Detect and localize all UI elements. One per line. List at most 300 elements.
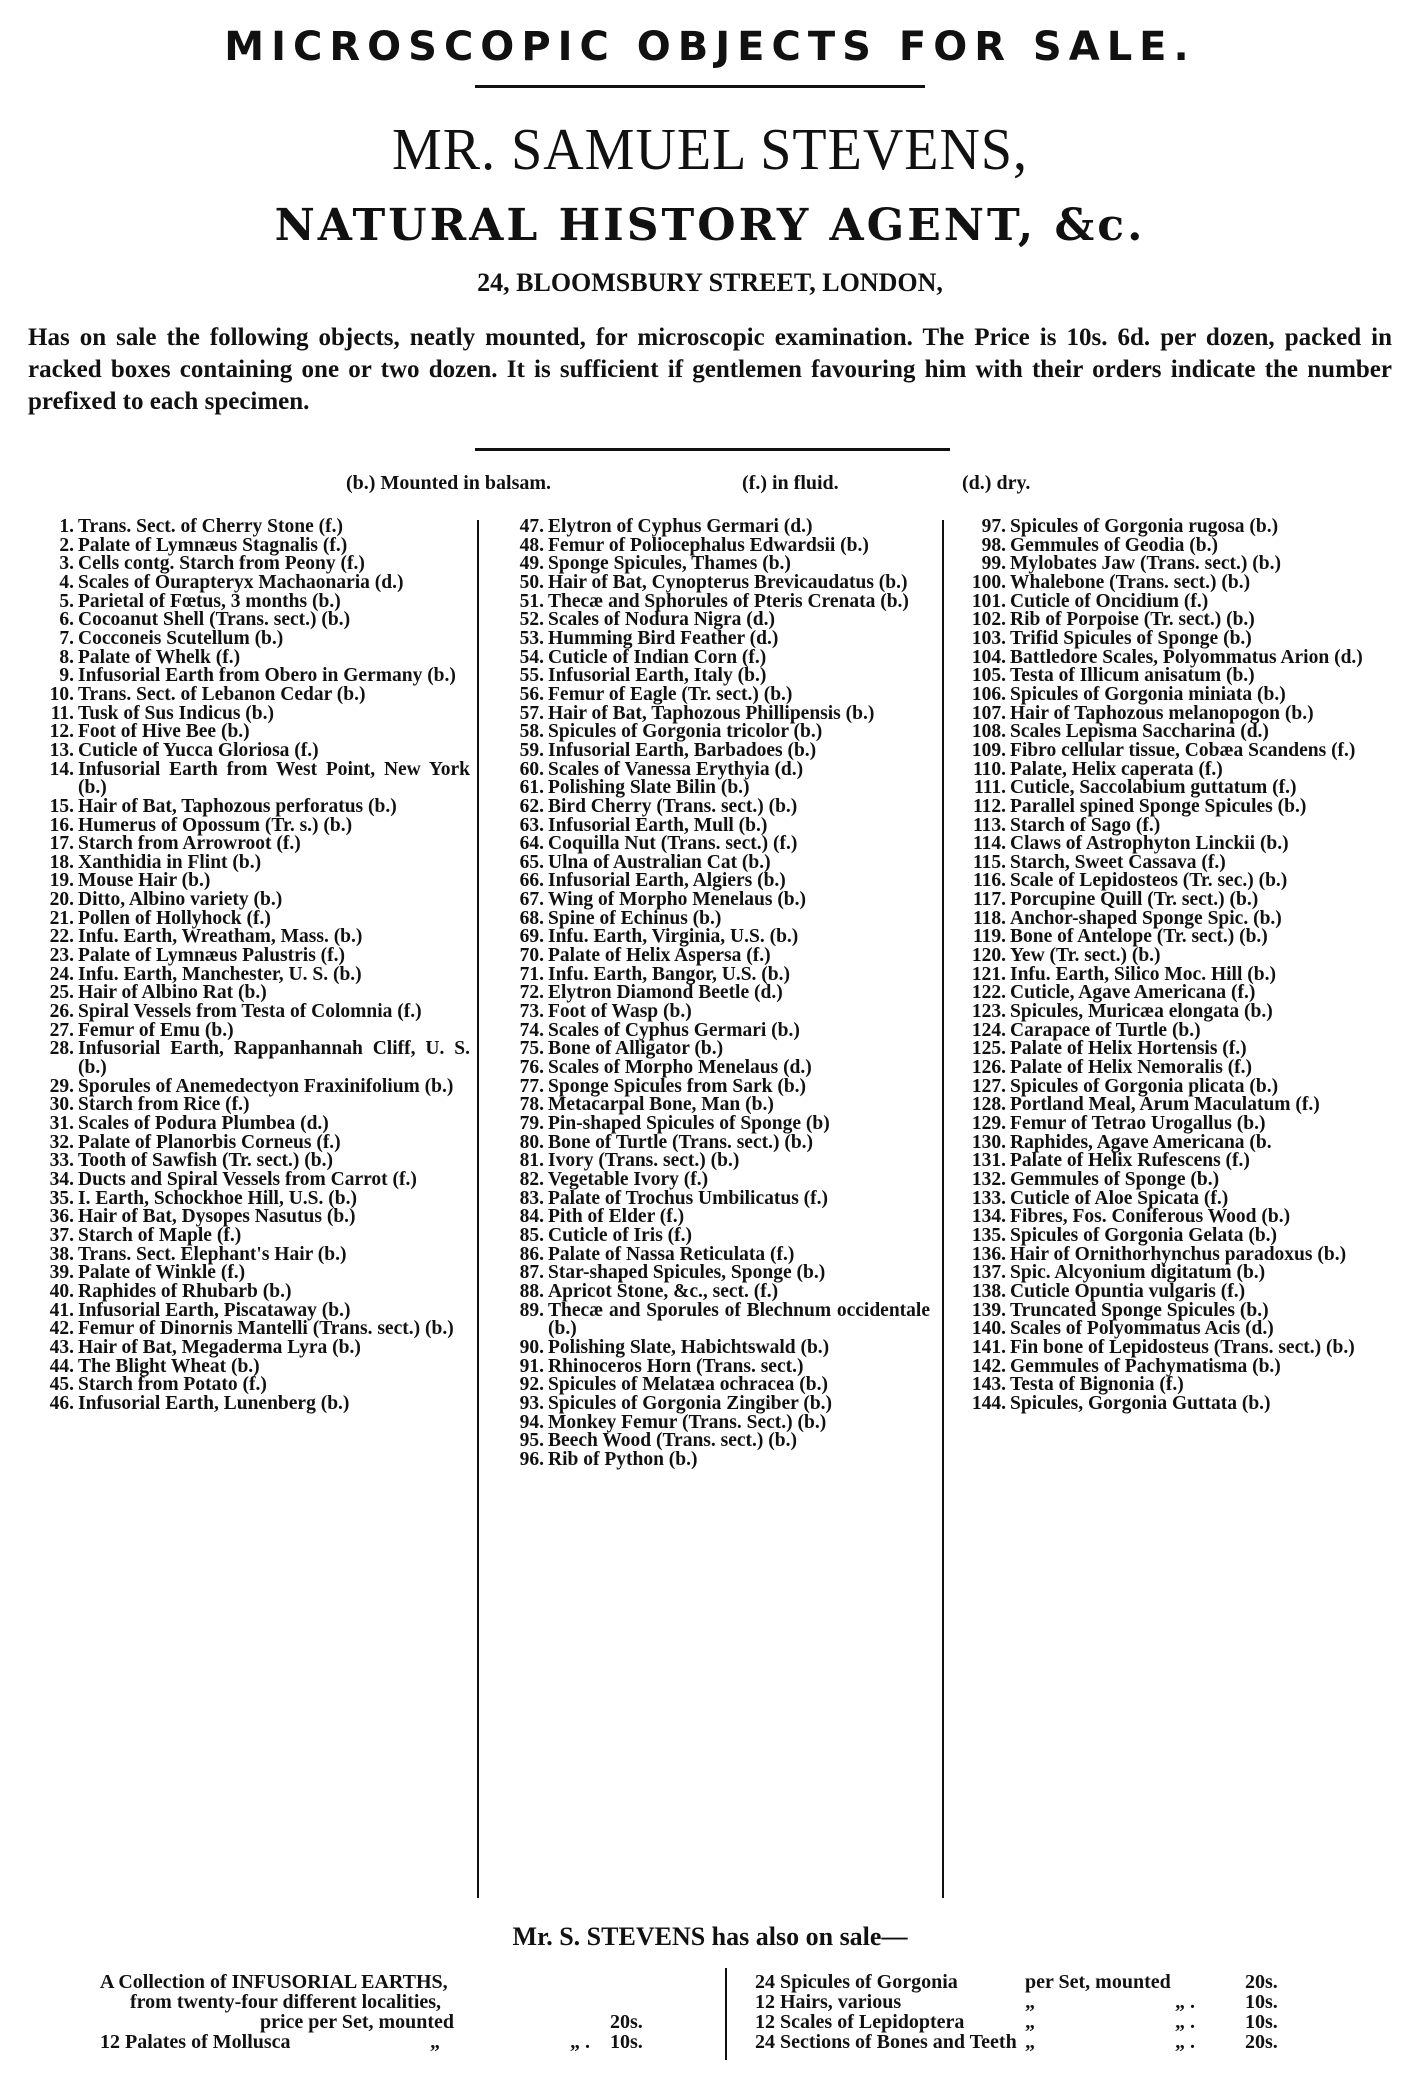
specimen-entry [500, 739, 930, 761]
specimen-entry [962, 683, 1402, 705]
specimen-name: Cuticle of Indian Corn (f.) [548, 646, 767, 668]
specimen-number: 130. [971, 1131, 1006, 1153]
specimen-name: Scale of Lepidosteos (Tr. sec.) (b.) [1010, 870, 1288, 892]
specimen-number: 98. [981, 534, 1006, 556]
specimen-entry [500, 795, 930, 817]
specimen-number: 25. [49, 982, 74, 1004]
specimen-entry [500, 683, 930, 705]
specimen-entry [962, 1392, 1402, 1414]
specimen-number: 74. [519, 1019, 544, 1041]
specimen-entry [30, 1392, 470, 1414]
specimen-number: 85. [519, 1224, 544, 1246]
specimen-entry [30, 518, 470, 537]
specimen-number: 24. [49, 963, 74, 985]
specimen-name: Trans. Sect. Elephant's Hair (b.) [78, 1243, 347, 1265]
specimen-name: Battledore Scales, Polyommatus Arion (d.) [1010, 646, 1363, 668]
specimen-number: 83. [519, 1187, 544, 1209]
specimen-name: Scales of Polyommatus Acis (d.) [1010, 1318, 1274, 1340]
specimen-number: 99. [981, 553, 1006, 575]
specimen-number: 123. [971, 1001, 1006, 1023]
specimen-name: Spicules of Gorgonia plicata (b.) [1010, 1075, 1279, 1097]
specimen-number: 60. [519, 758, 544, 780]
specimen-name: Infusorial Earth from Obero in Germany (b.) [78, 665, 456, 687]
specimen-number: 127. [971, 1075, 1006, 1097]
specimen-number: 115. [972, 851, 1006, 873]
specimen-name: Polishing Slate, Habichtswald (b.) [548, 1336, 830, 1358]
specimen-entry [500, 1115, 930, 1134]
specimen-number: 64. [519, 833, 544, 855]
specimen-entry [30, 571, 470, 593]
sale-mount: „ . [1175, 2011, 1195, 2033]
sale-price: 20s. [610, 2011, 643, 2033]
specimen-entry [962, 1336, 1402, 1358]
specimen-name: Scales of Morpho Menelaus (d.) [548, 1057, 812, 1079]
sale-item: 12 Scales of Lepidoptera [755, 2011, 965, 2033]
specimen-name: Bone of Alligator (b.) [548, 1038, 724, 1060]
specimen-number: 44. [49, 1355, 74, 1377]
specimen-number: 32. [49, 1131, 74, 1153]
specimen-name: Cocconeis Scutellum (b.) [78, 627, 284, 649]
specimen-name: Sponge Spicules, Thames (b.) [548, 553, 791, 575]
specimen-number: 6. [59, 609, 74, 631]
specimen-name: Ulna of Australian Cat (b.) [548, 851, 771, 873]
specimen-entry [962, 518, 1402, 537]
specimen-name: Hair of Bat, Megaderma Lyra (b.) [78, 1336, 361, 1358]
specimen-number: 124. [971, 1019, 1006, 1041]
specimen-name: Cuticle of Oncidium (f.) [1010, 590, 1209, 612]
specimen-column-1 [30, 518, 470, 1414]
specimen-name: Palate of Whelk (f.) [78, 646, 241, 668]
specimen-name: Spicules of Gorgonia Zingiber (b.) [548, 1392, 833, 1414]
specimen-number: 33. [49, 1150, 74, 1172]
specimen-number: 101. [971, 590, 1006, 612]
also-on-sale-heading: Mr. S. STEVENS has also on sale— [512, 1922, 908, 1951]
sale-item: 12 Hairs, various [755, 1991, 902, 2013]
specimen-number: 82. [519, 1168, 544, 1190]
specimen-name: Starch of Maple (f.) [78, 1224, 242, 1246]
specimen-name: Foot of Wasp (b.) [548, 1001, 692, 1023]
sale-item: price per Set, mounted [260, 2011, 455, 2033]
specimen-entry [30, 1040, 470, 1077]
specimen-number: 78. [519, 1094, 544, 1116]
specimen-number: 141. [971, 1336, 1006, 1358]
specimen-name: Vegetable Ivory (f.) [548, 1168, 709, 1190]
specimen-entry [500, 518, 930, 537]
sale-item: A Collection of INFUSORIAL EARTHS, [100, 1971, 448, 1993]
specimen-entry [30, 891, 470, 910]
specimen-name: Spicules of Gorgonia tricolor (b.) [548, 721, 823, 743]
specimen-name: Pin-shaped Spicules of Sponge (b) [548, 1113, 830, 1134]
specimen-number: 143. [971, 1374, 1006, 1396]
specimen-name: Bone of Turtle (Trans. sect.) (b.) [548, 1131, 814, 1153]
specimen-name: Thecæ and Sphorules of Pteris Crenata (b.) [548, 590, 909, 612]
specimen-name: Cuticle of Iris (f.) [548, 1224, 693, 1246]
specimen-number: 4. [59, 571, 74, 593]
specimen-number: 38. [49, 1243, 74, 1265]
specimen-name: Infu. Earth, Virginia, U.S. (b.) [548, 926, 799, 948]
specimen-entry [500, 1432, 930, 1451]
specimen-number: 91. [519, 1355, 544, 1377]
specimen-entry [30, 795, 470, 817]
specimen-number: 3. [59, 553, 74, 575]
specimen-name: Wing of Morpho Menelaus (b.) [548, 889, 807, 911]
sale-price: 20s. [1245, 1971, 1278, 1993]
specimen-number: 45. [49, 1374, 74, 1396]
specimen-entry [500, 1299, 930, 1340]
specimen-column-3 [962, 518, 1402, 1414]
specimen-name: Star-shaped Spicules, Sponge (b.) [548, 1262, 826, 1284]
specimen-number: 62. [519, 795, 544, 817]
specimen-number: 11. [50, 702, 74, 724]
specimen-number: 126. [971, 1057, 1006, 1079]
specimen-number: 103. [971, 627, 1006, 649]
specimen-name: Trans. Sect. of Lebanon Cedar (b.) [78, 683, 366, 705]
specimen-name: Raphides, Agave Americana (b. [1010, 1131, 1272, 1153]
specimen-entry [962, 1003, 1402, 1022]
specimen-entry [500, 1168, 930, 1190]
specimen-number: 66. [519, 870, 544, 892]
specimen-name: Sponge Spicules from Sark (b.) [548, 1075, 807, 1097]
sale-unit: „ [1025, 1991, 1035, 2013]
specimen-number: 47. [519, 516, 544, 537]
specimen-number: 125. [971, 1038, 1006, 1060]
sale-item: 24 Spicules of Gorgonia [755, 1971, 958, 1993]
specimen-number: 50. [519, 571, 544, 593]
specimen-name: Femur of Emu (b.) [78, 1019, 234, 1041]
sale-mount: „ . [1175, 2031, 1195, 2053]
specimen-number: 105. [971, 665, 1006, 687]
specimen-number: 58. [519, 721, 544, 743]
specimen-name: Bone of Antelope (Tr. sect.) (b.) [1010, 926, 1268, 948]
specimen-entry [30, 627, 470, 649]
seller-name: MR. SAMUEL STEVENS, [391, 117, 1029, 183]
also-on-sale-right [755, 1972, 1335, 2052]
divider-rule [475, 448, 950, 451]
specimen-number: 29. [49, 1075, 74, 1097]
specimen-number: 79. [519, 1113, 544, 1134]
specimen-number: 43. [49, 1336, 74, 1358]
specimen-name: Thecæ and Sporules of Blechnum occidentale (b.) [548, 1299, 930, 1340]
specimen-name: Gemmules of Pachymatisma (b.) [1010, 1355, 1281, 1377]
specimen-number: 119. [972, 926, 1006, 948]
specimen-entry [500, 1280, 930, 1302]
specimen-name: Infusorial Earth, Algiers (b.) [548, 870, 786, 892]
specimen-entry [500, 1448, 930, 1470]
specimen-entry [30, 1224, 470, 1246]
specimen-name: Palate of Lymnæus Palustris (f.) [78, 945, 346, 967]
specimen-name: Tooth of Sawfish (Tr. sect.) (b.) [78, 1150, 333, 1172]
specimen-number: 9. [59, 665, 74, 687]
specimen-name: Yew (Tr. sect.) (b.) [1010, 945, 1161, 967]
specimen-name: Testa of Bignonia (f.) [1010, 1374, 1184, 1396]
specimen-number: 135. [971, 1224, 1006, 1246]
specimen-name: Palate of Helix Aspersa (f.) [548, 945, 771, 967]
specimen-name: Gemmules of Geodia (b.) [1010, 534, 1218, 556]
specimen-number: 104. [971, 646, 1006, 668]
specimen-entry [30, 1115, 470, 1134]
specimen-number: 93. [519, 1392, 544, 1414]
specimen-number: 73. [519, 1001, 544, 1023]
sale-row [755, 1992, 1335, 2012]
specimen-name: Bird Cherry (Trans. sect.) (b.) [548, 795, 798, 817]
specimen-entry [962, 795, 1402, 817]
sale-row [100, 1972, 680, 1992]
specimen-entry [30, 1003, 470, 1022]
specimen-number: 84. [519, 1206, 544, 1228]
legend-dry: (d.) dry. [962, 472, 1031, 494]
specimen-number: 22. [49, 926, 74, 948]
specimen-entry [30, 1336, 470, 1358]
specimen-name: Cuticle Opuntia vulgaris (f.) [1010, 1280, 1246, 1302]
specimen-name: Spine of Echinus (b.) [548, 907, 722, 929]
specimen-name: Rib of Porpoise (Tr. sect.) (b.) [1010, 609, 1255, 631]
specimen-name: Pith of Elder (f.) [548, 1206, 685, 1228]
specimen-name: Spiral Vessels from Testa of Colomnia (f.) [78, 1001, 422, 1023]
specimen-number: 116. [972, 870, 1006, 892]
specimen-number: 69. [519, 926, 544, 948]
specimen-entry [500, 1059, 930, 1078]
specimen-number: 72. [519, 982, 544, 1004]
specimen-number: 77. [519, 1075, 544, 1097]
specimen-number: 89. [519, 1299, 544, 1321]
specimen-name: Fin bone of Lepidosteus (Trans. sect.) (b.) [1010, 1336, 1355, 1358]
specimen-name: Trifid Spicules of Sponge (b.) [1010, 627, 1252, 649]
specimen-name: Anchor-shaped Sponge Spic. (b.) [1010, 907, 1282, 929]
specimen-number: 34. [49, 1168, 74, 1190]
specimen-number: 133. [971, 1187, 1006, 1209]
specimen-number: 122. [971, 982, 1006, 1004]
seller-role: NATURAL HISTORY AGENT, &c. [274, 200, 1146, 251]
specimen-number: 53. [519, 627, 544, 649]
specimen-number: 129. [971, 1113, 1006, 1134]
advert-title: MICROSCOPIC OBJECTS FOR SALE. [224, 24, 1196, 70]
specimen-name: Parallel spined Sponge Spicules (b.) [1010, 795, 1307, 817]
specimen-name: Hair of Bat, Cynopterus Brevicaudatus (b.) [548, 571, 908, 593]
specimen-entry [30, 947, 470, 966]
specimen-number: 142. [971, 1355, 1006, 1377]
sale-mount: „ . [1175, 1991, 1195, 2013]
specimen-number: 19. [49, 870, 74, 892]
specimen-entry [500, 1003, 930, 1022]
specimen-name: Infusorial Earth, Barbadoes (b.) [548, 739, 817, 761]
sale-price: 20s. [1245, 2031, 1278, 2053]
specimen-number: 21. [49, 907, 74, 929]
specimen-name: Portland Meal, Arum Maculatum (f.) [1010, 1094, 1320, 1116]
specimen-name: Spic. Alcyonium digitatum (b.) [1010, 1262, 1266, 1284]
specimen-name: I. Earth, Schockhoe Hill, U.S. (b.) [78, 1187, 357, 1209]
specimen-number: 56. [519, 683, 544, 705]
specimen-number: 139. [971, 1299, 1006, 1321]
specimen-number: 137. [971, 1262, 1006, 1284]
specimen-entry [962, 1059, 1402, 1078]
specimen-name: Fibres, Fos. Coniferous Wood (b.) [1010, 1206, 1291, 1228]
sale-row [755, 1972, 1335, 1992]
specimen-number: 118. [972, 907, 1006, 929]
specimen-name: Scales of Cyphus Germari (b.) [548, 1019, 800, 1041]
specimen-number: 128. [971, 1094, 1006, 1116]
specimen-entry [962, 1224, 1402, 1246]
specimen-name: Trans. Sect. of Cherry Stone (f.) [78, 516, 344, 537]
specimen-name: Cuticle, Agave Americana (f.) [1010, 982, 1256, 1004]
specimen-number: 134. [971, 1206, 1006, 1228]
sale-item: 12 Palates of Mollusca [100, 2031, 291, 2053]
sale-row [755, 2012, 1335, 2032]
specimen-number: 1. [59, 516, 74, 537]
specimen-name: Spicules of Gorgonia miniata (b.) [1010, 683, 1286, 705]
specimen-number: 132. [971, 1168, 1006, 1190]
specimen-name: Elytron Diamond Beetle (d.) [548, 982, 783, 1004]
specimen-number: 31. [49, 1113, 74, 1134]
specimen-number: 75. [519, 1038, 544, 1060]
specimen-name: Infu. Earth, Manchester, U. S. (b.) [78, 963, 362, 985]
specimen-entry [962, 627, 1402, 649]
specimen-number: 17. [49, 833, 74, 855]
specimen-number: 30. [49, 1094, 74, 1116]
specimen-name: Starch of Sago (f.) [1010, 814, 1161, 836]
specimen-name: Femur of Poliocephalus Edwardsii (b.) [548, 534, 869, 556]
specimen-name: Metacarpal Bone, Man (b.) [548, 1094, 774, 1116]
specimen-name: Claws of Astrophyton Linckii (b.) [1010, 833, 1289, 855]
specimen-number: 120. [971, 945, 1006, 967]
column-divider [725, 1968, 727, 2060]
specimen-number: 65. [519, 851, 544, 873]
specimen-name: Cuticle of Aloe Spicata (f.) [1010, 1187, 1229, 1209]
specimen-name: Spicules, Gorgonia Guttata (b.) [1010, 1392, 1271, 1414]
column-divider [477, 520, 479, 1898]
specimen-name: Porcupine Quill (Tr. sect.) (b.) [1010, 889, 1259, 911]
specimen-name: Infu. Earth, Bangor, U.S. (b.) [548, 963, 790, 985]
specimen-entry [500, 835, 930, 854]
specimen-number: 36. [49, 1206, 74, 1228]
specimen-number: 28. [49, 1038, 74, 1060]
specimen-number: 140. [971, 1318, 1006, 1340]
specimen-name: Ducts and Spiral Vessels from Carrot (f.) [78, 1168, 417, 1190]
specimen-number: 5. [59, 590, 74, 612]
sale-unit: per Set, mounted [1025, 1971, 1171, 1993]
sale-unit: „ [1025, 2031, 1035, 2053]
specimen-name: Monkey Femur (Trans. Sect.) (b.) [548, 1411, 827, 1433]
specimen-entry [30, 758, 470, 799]
specimen-number: 49. [519, 553, 544, 575]
specimen-number: 41. [49, 1299, 74, 1321]
specimen-name: Tusk of Sus Indicus (b.) [78, 702, 275, 724]
specimen-number: 70. [519, 945, 544, 967]
specimen-name: Palate of Planorbis Corneus (f.) [78, 1131, 341, 1153]
specimen-number: 54. [519, 646, 544, 668]
specimen-name: Scales of Nodura Nigra (d.) [548, 609, 775, 631]
specimen-entry [962, 1115, 1402, 1134]
specimen-number: 81. [519, 1150, 544, 1172]
specimen-name: Palate of Helix Hortensis (f.) [1010, 1038, 1247, 1060]
specimen-name: Infusorial Earth, Piscataway (b.) [78, 1299, 351, 1321]
specimen-number: 12. [49, 721, 74, 743]
specimen-name: Starch from Potato (f.) [78, 1374, 267, 1396]
intro-paragraph: Has on sale the following objects, neatly mounted, for microscopic examination. The Price is 10s. 6d. per dozen, packed in racked boxes containing one or two dozen. It is sufficient if gentlemen favouring him with their orders indicate the number prefixed to each specimen. [28, 324, 1392, 415]
specimen-entry [500, 627, 930, 649]
specimen-number: 51. [519, 590, 544, 612]
specimen-number: 94. [519, 1411, 544, 1433]
specimen-number: 68. [519, 907, 544, 929]
specimen-entry [30, 683, 470, 705]
specimen-number: 13. [49, 739, 74, 761]
specimen-name: Palate of Winkle (f.) [78, 1262, 246, 1284]
specimen-number: 16. [49, 814, 74, 836]
specimen-name: Fibro cellular tissue, Cobæa Scandens (f.) [1010, 739, 1356, 761]
specimen-number: 23. [49, 945, 74, 967]
specimen-number: 15. [49, 795, 74, 817]
specimen-name: Carapace of Turtle (b.) [1010, 1019, 1201, 1041]
specimen-number: 112. [972, 795, 1006, 817]
sale-unit: „ [430, 2031, 440, 2053]
specimen-name: Infu. Earth, Wreatham, Mass. (b.) [78, 926, 363, 948]
specimen-number: 108. [971, 721, 1006, 743]
sale-row [100, 1992, 680, 2012]
specimen-name: Starch from Arrowroot (f.) [78, 833, 301, 855]
specimen-name: Apricot Stone, &c., sect. (f.) [548, 1280, 779, 1302]
specimen-number: 2. [59, 534, 74, 556]
specimen-number: 92. [519, 1374, 544, 1396]
specimen-name: Whalebone (Trans. sect.) (b.) [1010, 571, 1251, 593]
specimen-number: 57. [519, 702, 544, 724]
specimen-name: Testa of Illicum anisatum (b.) [1010, 665, 1255, 687]
specimen-entry [30, 1280, 470, 1302]
specimen-number: 114. [972, 833, 1006, 855]
specimen-name: Raphides of Rhubarb (b.) [78, 1280, 292, 1302]
specimen-number: 35. [49, 1187, 74, 1209]
specimen-number: 39. [49, 1262, 74, 1284]
specimen-number: 18. [49, 851, 74, 873]
specimen-name: Scales Lepisma Saccharina (d.) [1010, 721, 1269, 743]
specimen-number: 10. [49, 683, 74, 705]
sale-row [755, 2032, 1335, 2052]
specimen-entry [962, 571, 1402, 593]
specimen-name: Hair of Bat, Taphozous perforatus (b.) [78, 795, 397, 817]
specimen-number: 71. [519, 963, 544, 985]
specimen-entry [500, 1392, 930, 1414]
specimen-number: 61. [519, 777, 544, 799]
specimen-name: Mylobates Jaw (Trans. sect.) (b.) [1010, 553, 1281, 575]
specimen-number: 106. [971, 683, 1006, 705]
sale-row [100, 2012, 680, 2032]
specimen-name: Spicules of Gorgonia Gelata (b.) [1010, 1224, 1278, 1246]
specimen-entry [962, 1280, 1402, 1302]
specimen-number: 136. [971, 1243, 1006, 1265]
specimen-name: Spicules, Muricæa elongata (b.) [1010, 1001, 1273, 1023]
specimen-number: 110. [972, 758, 1006, 780]
specimen-number: 95. [519, 1430, 544, 1452]
specimen-name: Ditto, Albino variety (b.) [78, 889, 283, 911]
specimen-name: Pollen of Hollyhock (f.) [78, 907, 271, 929]
sale-price: 10s. [1245, 2011, 1278, 2033]
specimen-entry [30, 835, 470, 854]
specimen-name: Scales of Podura Plumbea (d.) [78, 1113, 329, 1134]
specimen-number: 109. [971, 739, 1006, 761]
specimen-name: Parietal of Fœtus, 3 months (b.) [78, 590, 341, 612]
specimen-number: 7. [59, 627, 74, 649]
specimen-name: Gemmules of Sponge (b.) [1010, 1168, 1220, 1190]
specimen-name: Spicules of Gorgonia rugosa (b.) [1010, 516, 1279, 537]
specimen-entry [500, 891, 930, 910]
specimen-name: Infusorial Earth, Lunenberg (b.) [78, 1392, 350, 1414]
specimen-number: 131. [971, 1150, 1006, 1172]
specimen-entry [30, 739, 470, 761]
specimen-entry [962, 947, 1402, 966]
specimen-name: Truncated Sponge Spicules (b.) [1010, 1299, 1269, 1321]
specimen-entry [962, 891, 1402, 910]
specimen-number: 90. [519, 1336, 544, 1358]
specimen-number: 102. [971, 609, 1006, 631]
specimen-column-2 [500, 518, 930, 1469]
